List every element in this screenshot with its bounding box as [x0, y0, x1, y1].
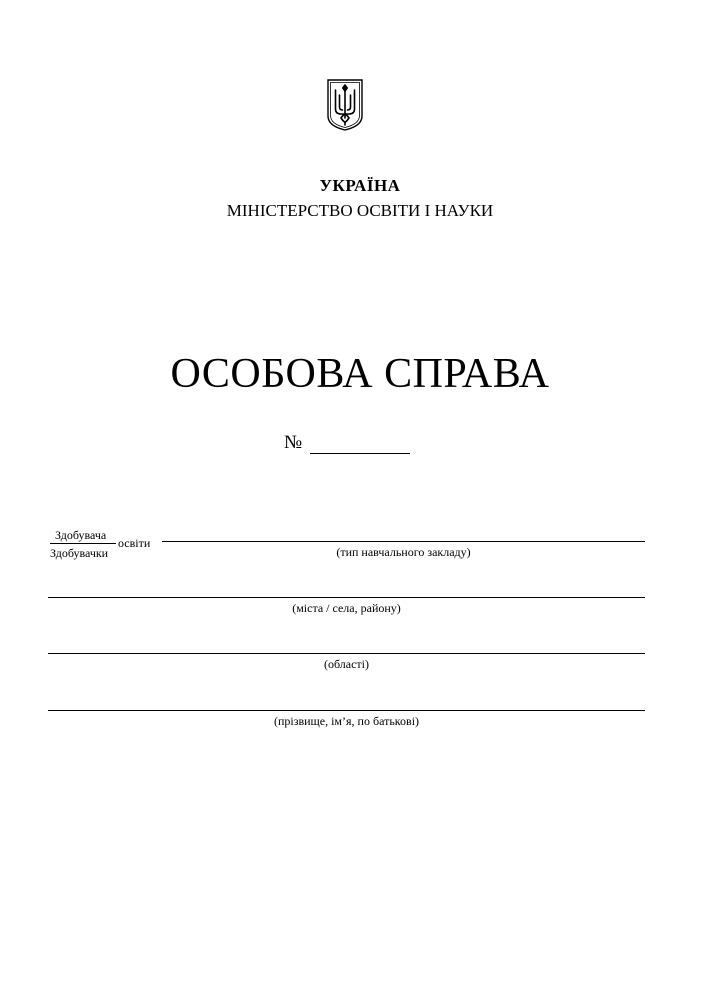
- student-gender-separator: [50, 543, 116, 544]
- country-name: УКРАЇНА: [319, 176, 401, 195]
- full-name-caption: (прізвище, ім’я, по батькові): [273, 714, 420, 728]
- education-label: освіти: [118, 536, 151, 550]
- student-masculine-label: Здобувача: [55, 528, 107, 542]
- number-label: №: [284, 432, 303, 453]
- number-field-line[interactable]: [310, 453, 410, 454]
- ministry-name: МІНІСТЕРСТВО ОСВІТИ І НАУКИ: [226, 201, 494, 220]
- document-title: ОСОБОВА СПРАВА: [170, 351, 550, 397]
- institution-type-caption: (тип навчального закладу): [336, 545, 471, 559]
- city-caption: (міста / села, району): [292, 601, 401, 615]
- region-caption: (області): [323, 657, 370, 671]
- coat-of-arms-icon: [326, 78, 364, 132]
- city-field-line[interactable]: [48, 597, 645, 598]
- student-feminine-label: Здобувачки: [50, 546, 109, 560]
- full-name-field-line[interactable]: [48, 710, 645, 711]
- institution-type-field-line[interactable]: [162, 541, 645, 542]
- region-field-line[interactable]: [48, 653, 645, 654]
